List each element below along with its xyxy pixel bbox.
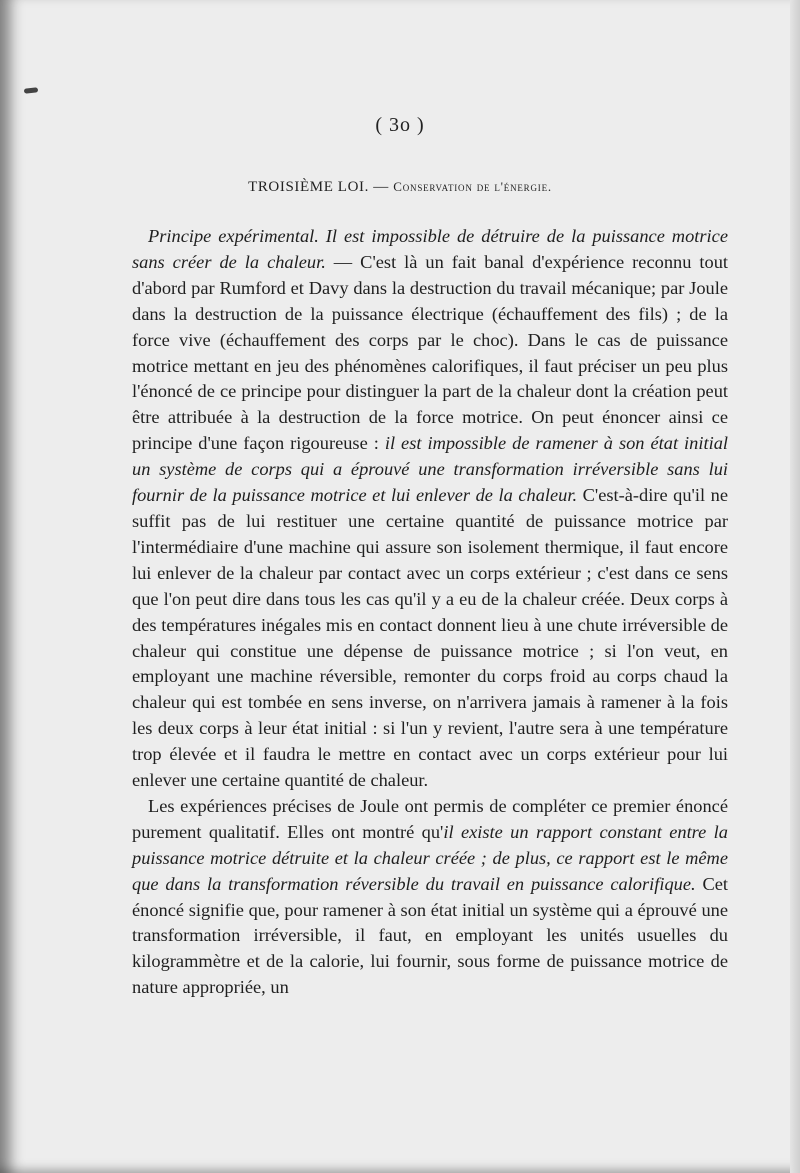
page-edge [790, 0, 800, 1173]
text-run: Cet énoncé signifie que, pour ramener à son état initial un système qui a éprouvé une transformation irréversible, il faut, en employant les unités usuelles du kilogrammètre et de la calorie, lui fournir, sous forme de puissance motrice de nature appropriée, un [132, 873, 728, 998]
page-number: ( 3o ) [375, 114, 425, 136]
italic-text: il est impossible de ramener à son état initial un système de corps qui a éprouvé une transformation irréversible sans lui fournir de la puissance motrice et lui enlever de la chaleur. [132, 433, 728, 506]
section-heading-subtitle: Conservation de l'énergie. [393, 179, 552, 194]
italic-text: il existe un rapport constant entre la puissance motrice détruite et la chaleur créée ; de plus, ce rapport est le même que dans la transformation réversible du travail en puissance calorifique. [132, 821, 728, 894]
italic-text: Principe expérimental. Il est impossible de détruire de la puissance motrice sans créer de la chaleur. [132, 226, 728, 272]
text-run: C'est-à-dire qu'il ne suffit pas de lui restituer une certaine quantité de puissance motrice par l'intermédiaire d'une machine qui assure son isolement thermique, il faut encore lui enlever de la chaleur par contact avec un corps extérieur ; c'est dans ce sens que l'on peut dire dans tous les cas qu'il y a eu de la chaleur créée. Deux corps à des températures inégales mis en contact donnent lieu à une chute irréversible de chaleur qui constitue une dépense de puissance motrice ; si l'on veut, en employant une machine réversible, remonter du corps froid au corps chaud la chaleur qui est tombée en sens inverse, on n'arrivera jamais à ramener à la fois les deux corps à leur état initial : si l'un y revient, l'autre sera à une température trop élevée et il faudra le mettre en contact avec un corps extérieur pour lui enlever une certaine quantité de chaleur. [132, 485, 728, 791]
ink-mark [24, 87, 38, 93]
section-heading [0, 179, 800, 196]
text-run: — C'est là un fait banal d'expérience reconnu tout d'abord par Rumford et Davy dans la destruction du travail mécanique; par Joule dans la destruction de la puissance électrique (échauffement des fils) ; de la force vive (échauffement des corps par le choc). Dans le cas de puissance motrice mettant en jeu des phénomènes calorifiques, il faut préciser un peu plus l'énoncé de ce principe pour distinguer la part de la chaleur dont la création peut être attribuée à la destruction de la force motrice. On peut énoncer ainsi ce principe d'une façon rigoureuse : [132, 251, 729, 454]
paragraph [132, 794, 728, 1001]
text-run: Les expériences précises de Joule ont permis de compléter ce premier énoncé purement qualitatif. Elles ont montré qu' [132, 795, 728, 842]
paragraph [132, 224, 728, 794]
body-text [132, 224, 728, 1001]
section-heading-main: TROISIÈME LOI. — [248, 179, 394, 195]
